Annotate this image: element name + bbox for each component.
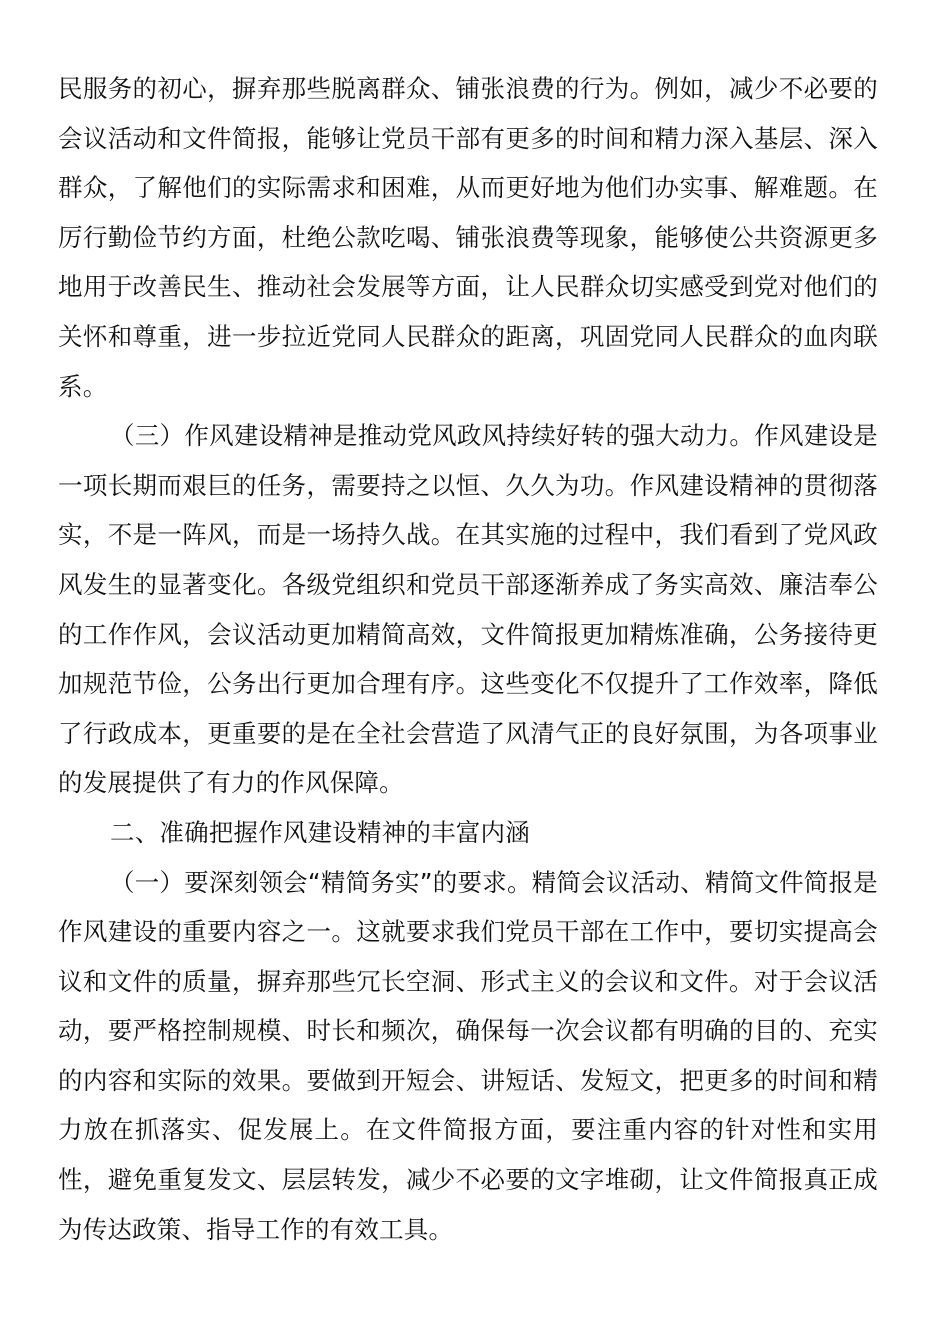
heading-section-2: 二、准确把握作风建设精神的丰富内涵 bbox=[110, 817, 530, 847]
paragraph-subsection-1: （一）要深刻领会“精简务实”的要求。精简会议活动、精简文件简报是作风建设的重要内容之一。这就要求我们党员干部在工作中，要切实提高会议和文件的质量，摒弃那些冗长空洞、形式主义的会议和文件。对于会议活动，要严格控制规模、时长和频次，确保每一次会议都有明确的目的、充实的内容和实际的效果。要做到开短会、讲短话、发短文，把更多的时间和精力放在抓落实、促发展上。在文件简报方面，要注重内容的针对性和实用性，避免重复发文、层层转发，减少不必要的文字堆砌，让文件简报真正成为传达政策、指导工作的有效工具。 bbox=[58, 867, 878, 1244]
paragraph-section-3: （三）作风建设精神是推动党风政风持续好转的强大动力。作风建设是一项长期而艰巨的任务，需要持之以恒、久久为功。作风建设精神的贯彻落实，不是一阵风，而是一场持久战。在其实施的过程中，我们看到了党风政风发生的显著变化。各级党组织和党员干部逐渐养成了务实高效、廉洁奉公的工作作风，会议活动更加精简高效，文件简报更加精炼准确，公务接待更加规范节俭，公务出行更加合理有序。这些变化不仅提升了工作效率，降低了行政成本，更重要的是在全社会营造了风清气正的良好氛围，为各项事业的发展提供了有力的作风保障。 bbox=[58, 421, 878, 798]
document-page bbox=[58, 64, 878, 1254]
paragraph-continuation: 民服务的初心，摒弃那些脱离群众、铺张浪费的行为。例如，减少不必要的会议活动和文件简报，能够让党员干部有更多的时间和精力深入基层、深入群众，了解他们的实际需求和困难，从而更好地为他们办实事、解难题。在厉行勤俭节约方面，杜绝公款吃喝、铺张浪费等现象，能够使公共资源更多地用于改善民生、推动社会发展等方面，让人民群众切实感受到党对他们的关怀和尊重，进一步拉近党同人民群众的距离，巩固党同人民群众的血肉联系。 bbox=[58, 74, 878, 401]
